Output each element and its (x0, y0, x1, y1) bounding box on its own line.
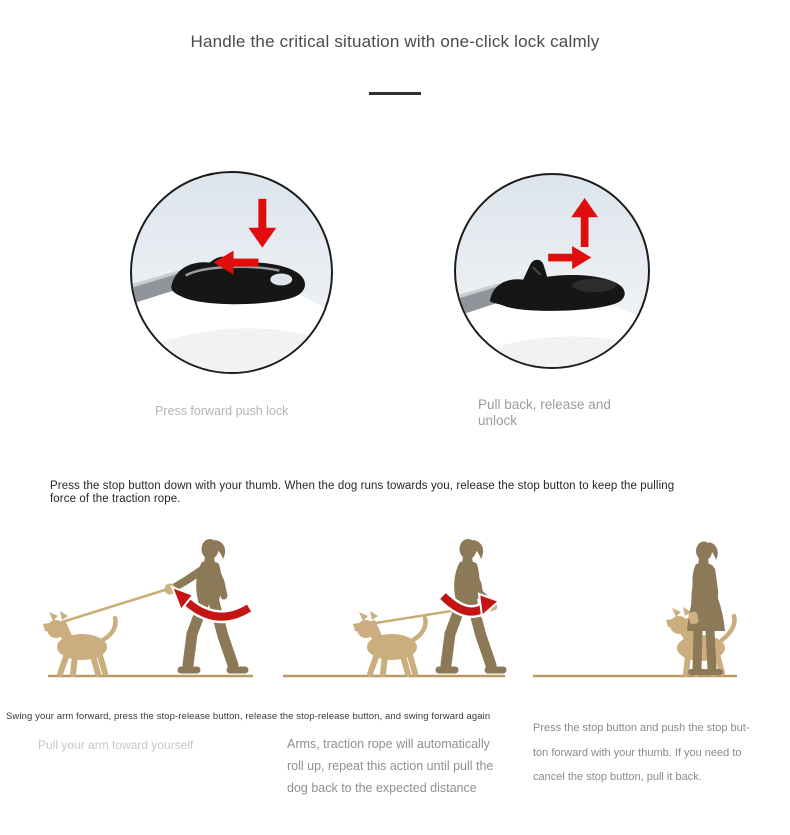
step2-caption-line2: roll up, repeat this action until pull the (287, 759, 494, 773)
lock-release-illustration (456, 175, 648, 367)
lock-press-illustration (132, 173, 331, 372)
walk-swing-forward-image (25, 528, 265, 688)
usage-description-line1: Press the stop button down with your thumb. When the dog runs towards you, release the stop button to keep the pulling (50, 480, 675, 492)
step3-caption-line1: Press the stop button and push the stop but- (533, 722, 750, 734)
lock-closeup-press-image (130, 171, 333, 374)
release-unlock-caption (478, 397, 611, 428)
usage-description (50, 480, 674, 505)
press-lock-caption: Press forward push lock (155, 404, 289, 418)
step2-caption-line1: Arms, traction rope will automatically (287, 737, 490, 751)
arrow-right-icon (548, 246, 591, 269)
walk-pull-back-image (283, 528, 513, 688)
arrow-down-icon (248, 199, 276, 248)
dog-silhouette (43, 611, 116, 674)
step3-caption (533, 716, 749, 790)
release-unlock-caption-line2: unlock (478, 412, 518, 428)
lock-ring-opening (270, 273, 292, 285)
title-underline-divider (369, 92, 421, 95)
arrow-up-icon (571, 198, 598, 247)
step3-caption-line2: ton forward with your thumb. If you need to (533, 746, 742, 759)
stand-stop-image (528, 528, 743, 688)
lock-closeup-release-image (454, 173, 650, 369)
step1-caption: Swing your arm forward, press the stop-release button, release the stop-release button, and swing forward again (6, 711, 491, 722)
step2-caption (287, 733, 493, 799)
step2-caption-line3: dog back to the expected distance (287, 781, 477, 795)
step3-caption-line3: cancel the stop button, pull it back. (533, 771, 702, 783)
lock-top-surface (572, 279, 616, 292)
release-unlock-caption-line1: Pull back, release and (478, 397, 611, 412)
step3-illustration (528, 528, 743, 688)
step2-illustration (283, 528, 513, 688)
step1-illustration (25, 528, 265, 688)
page-title: Handle the critical situation with one-click lock calmly (190, 32, 600, 51)
usage-description-line2: force of the traction rope. (50, 492, 181, 505)
woman-silhouette (165, 539, 246, 670)
step1-subcaption: Pull your arm toward yourself (38, 738, 194, 752)
